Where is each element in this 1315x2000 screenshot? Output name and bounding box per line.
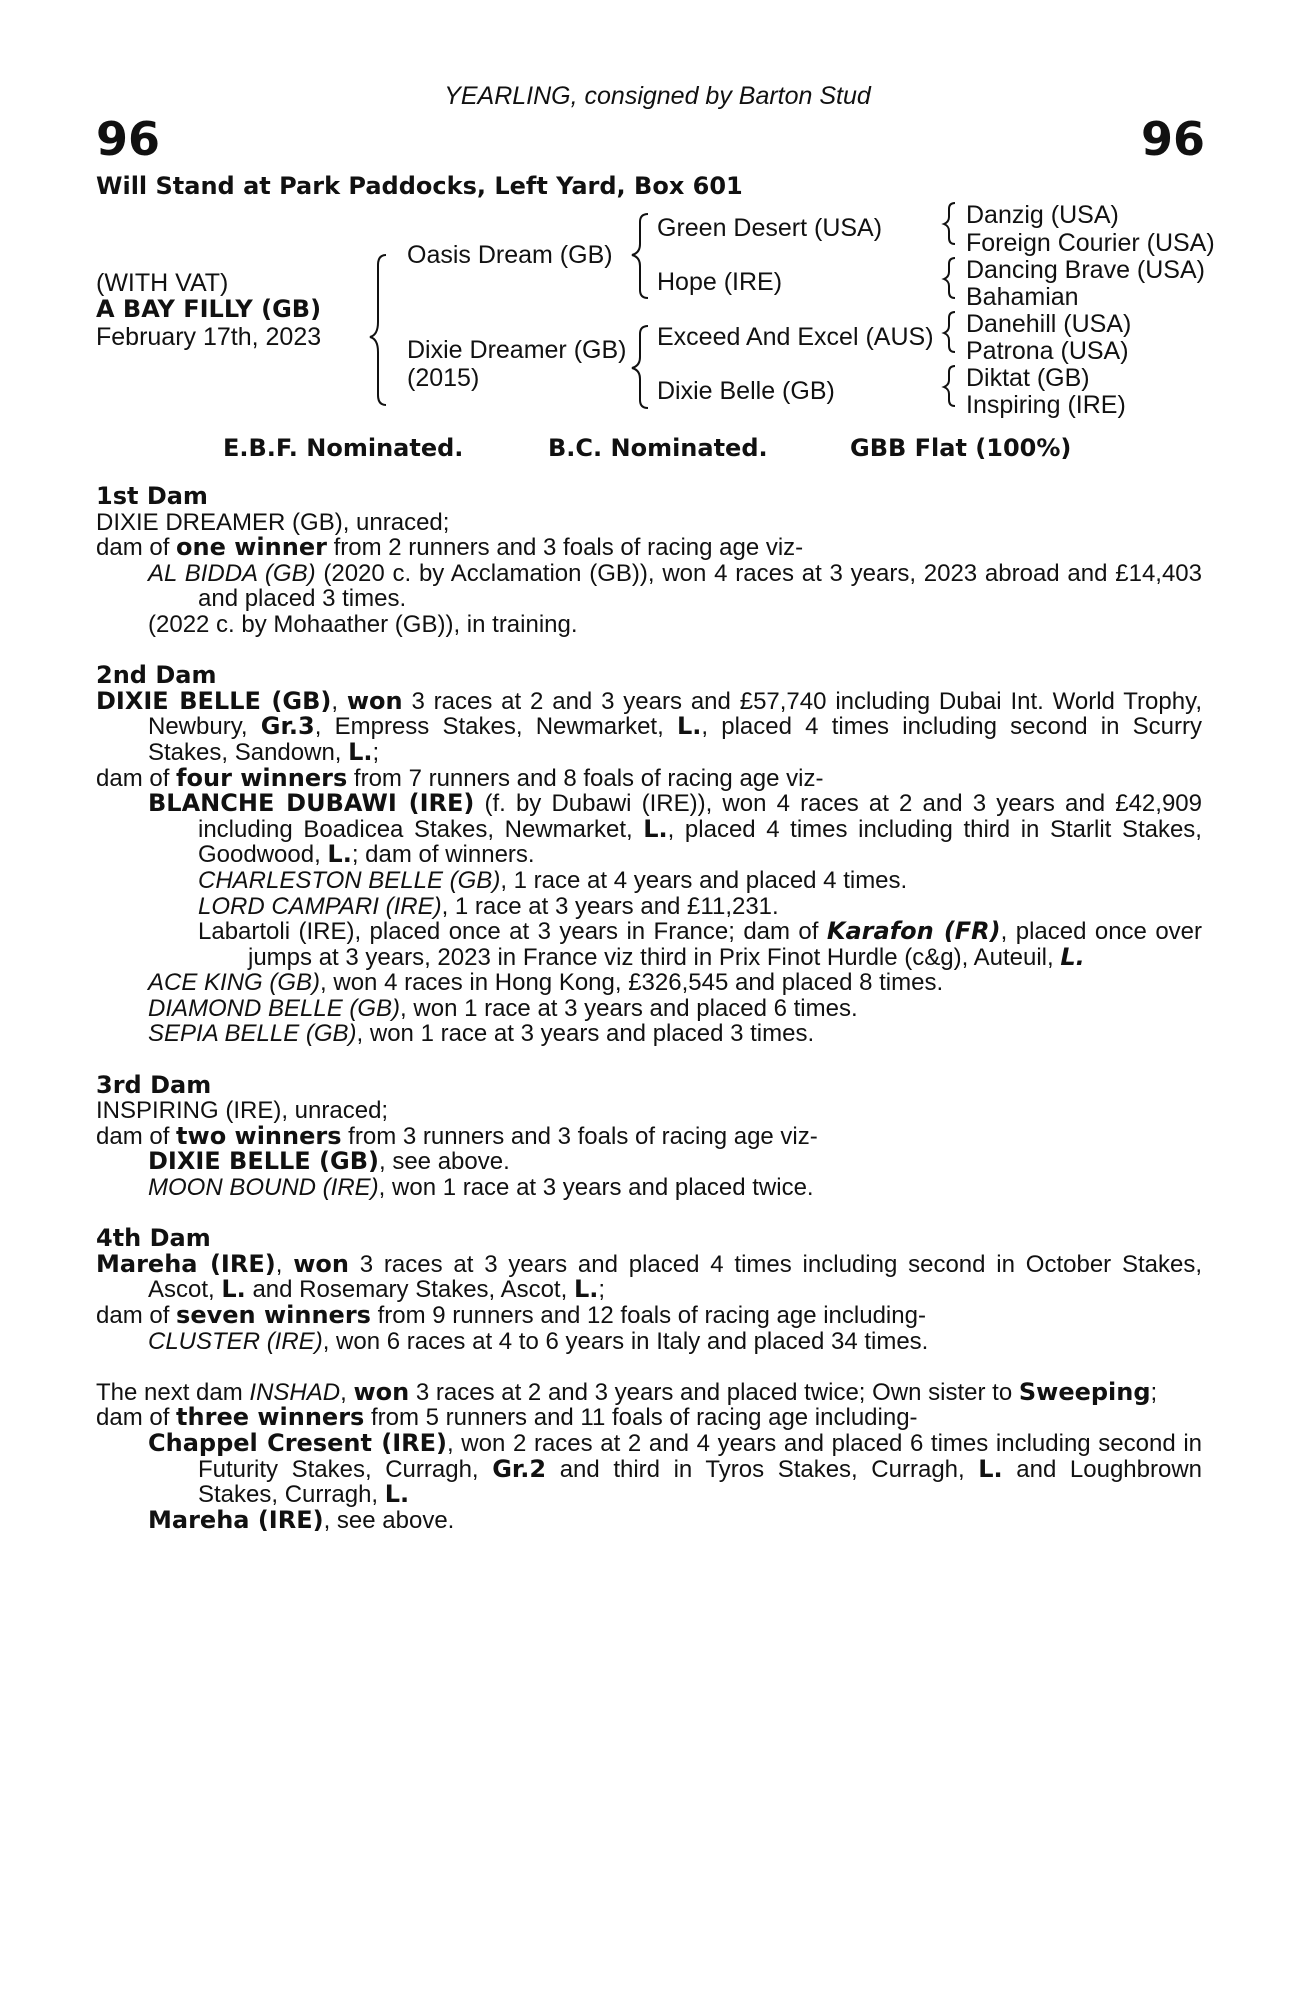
second-dam-record: DIXIE BELLE (GB), won 3 races at 2 and 3 years and £57,740 including Dubai Int. World Trophy, Newbury, Gr.3, Empress Stakes, Newmarket, L., placed 4 times including second in Scurry Stakes, Sandown, L.; xyxy=(96,686,1202,766)
second-dam-progeny-diamond: DIAMOND BELLE (GB), won 1 race at 3 years and placed 6 times. xyxy=(148,994,858,1022)
pedigree-sire-dam: Hope (IRE) xyxy=(657,268,783,296)
pedigree-4th-2: Foreign Courier (USA) xyxy=(966,229,1215,257)
second-dam-produce: dam of four winners from 7 runners and 8 foals of racing age viz- xyxy=(96,763,824,792)
second-dam-heading: 2nd Dam xyxy=(96,661,217,690)
second-dam-progeny-labartoli: Labartoli (IRE), placed once at 3 years in France; dam of Karafon (FR), placed once over jumps at 3 years, 2023 in France viz third in Prix Finot Hurdle (c&g), Auteuil, L. xyxy=(198,917,1203,971)
pedigree-dam: Dixie Dreamer (GB) xyxy=(407,336,627,364)
bc-nomination: B.C. Nominated. xyxy=(548,434,768,462)
first-dam-heading: 1st Dam xyxy=(96,482,208,510)
stand-location: Will Stand at Park Paddocks, Left Yard, Box 601 xyxy=(96,172,743,200)
pedigree-4th-8: Inspiring (IRE) xyxy=(966,391,1126,419)
next-dam-produce: dam of three winners from 5 runners and 11 foals of racing age including- xyxy=(96,1403,918,1432)
next-dam-progeny-mareha: Mareha (IRE), see above. xyxy=(148,1505,455,1534)
second-dam-progeny-ace-king: ACE KING (GB), won 4 races in Hong Kong, £326,545 and placed 8 times. xyxy=(148,969,944,997)
third-dam-produce: dam of two winners from 3 runners and 3 foals of racing age viz- xyxy=(96,1121,818,1150)
pedigree-4th-1: Danzig (USA) xyxy=(966,201,1119,229)
third-dam-intro: INSPIRING (IRE), unraced; xyxy=(96,1097,389,1125)
pedigree-dam-year: (2015) xyxy=(407,364,480,392)
horse-dob: February 17th, 2023 xyxy=(96,323,322,351)
horse-name: A BAY FILLY (GB) xyxy=(96,295,322,323)
second-dam-progeny-blanche: BLANCHE DUBAWI (IRE) (f. by Dubawi (IRE)), won 4 races at 2 and 3 years and £42,909 including Boadicea Stakes, Newmarket, L., placed 4 times including third in Starlit Stakes, Goodwood, L.; dam of winners. xyxy=(148,789,1202,869)
gbb-flat: GBB Flat (100%) xyxy=(850,434,1072,462)
pedigree-4th-6: Patrona (USA) xyxy=(966,337,1129,365)
pedigree-4th-7: Diktat (GB) xyxy=(966,364,1090,392)
pedigree-4th-5: Danehill (USA) xyxy=(966,310,1132,338)
fourth-dam-heading: 4th Dam xyxy=(96,1224,211,1253)
second-dam-progeny-charleston: CHARLESTON BELLE (GB), 1 race at 4 years and placed 4 times. xyxy=(198,866,908,894)
third-dam-progeny-1: DIXIE BELLE (GB), see above. xyxy=(148,1147,510,1176)
fourth-dam-produce: dam of seven winners from 9 runners and 12 foals of racing age including- xyxy=(96,1301,926,1329)
consignor-subtitle: YEARLING, consigned by Barton Stud xyxy=(444,82,871,110)
next-dam-progeny-chappel: Chappel Cresent (IRE), won 2 races at 2 and 4 years and placed 6 times including second in Futurity Stakes, Curragh, Gr.2 and third in Tyros Stakes, Curragh, L. and Loughbrown Stakes, Curragh, L. xyxy=(148,1428,1202,1509)
pedigree-dam-dam: Dixie Belle (GB) xyxy=(657,377,835,405)
pedigree-sire: Oasis Dream (GB) xyxy=(407,241,613,269)
pedigree-4th-4: Bahamian xyxy=(966,283,1079,311)
third-dam-progeny-2: MOON BOUND (IRE), won 1 race at 3 years and placed twice. xyxy=(148,1174,814,1202)
lot-number-right: 96 xyxy=(1140,112,1205,166)
pedigree-dam-sire: Exceed And Excel (AUS) xyxy=(657,323,934,351)
first-dam-progeny-2: (2022 c. by Mohaather (GB)), in training. xyxy=(148,610,578,638)
second-dam-progeny-campari: LORD CAMPARI (IRE), 1 race at 3 years and £11,231. xyxy=(198,892,779,920)
pedigree-sire-sire: Green Desert (USA) xyxy=(657,214,883,242)
second-dam-progeny-sepia: SEPIA BELLE (GB), won 1 race at 3 years and placed 3 times. xyxy=(148,1020,815,1048)
first-dam-produce: dam of one winner from 2 runners and 3 foals of racing age viz- xyxy=(96,533,804,562)
fourth-dam-record: Mareha (IRE), won 3 races at 3 years and placed 4 times including second in October Stakes, Ascot, L. and Rosemary Stakes, Ascot, L.; xyxy=(96,1249,1202,1304)
ebf-nomination: E.B.F. Nominated. xyxy=(223,434,464,462)
lot-number-left: 96 xyxy=(96,112,161,166)
next-dam-record: The next dam INSHAD, won 3 races at 2 and 3 years and placed twice; Own sister to Sweeping; xyxy=(96,1377,1158,1406)
fourth-dam-progeny-1: CLUSTER (IRE), won 6 races at 4 to 6 years in Italy and placed 34 times. xyxy=(148,1327,929,1355)
first-dam-intro: DIXIE DREAMER (GB), unraced; xyxy=(96,508,450,536)
first-dam-progeny-1: AL BIDDA (GB) (2020 c. by Acclamation (GB)), won 4 races at 3 years, 2023 abroad and £14,403 and placed 3 times. xyxy=(148,559,1203,613)
pedigree-4th-3: Dancing Brave (USA) xyxy=(966,256,1205,284)
catalogue-body xyxy=(96,484,1202,1533)
third-dam-heading: 3rd Dam xyxy=(96,1070,212,1099)
vat-note: (WITH VAT) xyxy=(96,269,229,297)
